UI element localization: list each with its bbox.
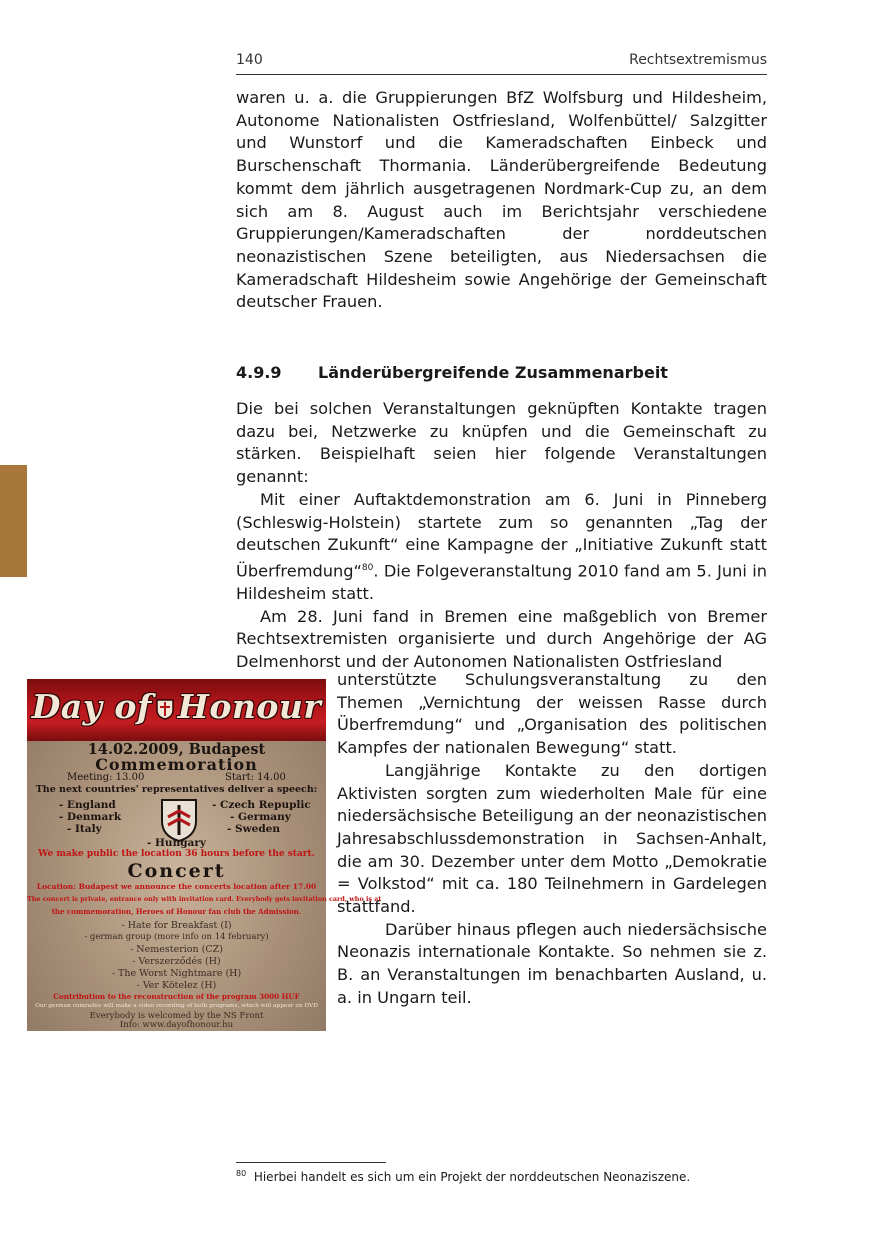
poster-country: - Germany	[230, 811, 291, 823]
poster-band: - The Worst Nightmare (H)	[111, 968, 242, 979]
poster-side-text	[337, 669, 767, 1010]
poster-contribution: Contribution to the reconstruction of the program 3000 HUF	[53, 992, 300, 1001]
page-header	[236, 52, 767, 75]
footnote-number: 80	[236, 1169, 247, 1178]
section-body	[236, 398, 767, 674]
poster-next-countries: The next countries' representatives deliver a speech:	[35, 784, 318, 795]
poster-title-left: Day of	[31, 687, 152, 726]
page-number: 140	[236, 52, 263, 68]
crest-icon	[155, 698, 175, 720]
paragraph-3-text-b: . Die Folgeveranstaltung 2010 fand am 5. Juni in Hildesheim statt.	[236, 561, 767, 604]
paragraph-3	[236, 489, 767, 606]
poster-country: - Italy	[67, 823, 102, 835]
footnote-rule	[236, 1162, 386, 1163]
poster-concert: Concert	[127, 860, 226, 882]
footnote	[236, 1166, 767, 1185]
poster-meeting: Meeting: 13.00	[67, 772, 145, 783]
poster-title-right: Honour	[177, 687, 322, 726]
poster-country: - England	[59, 799, 116, 811]
poster-country-center: - Hungary	[147, 837, 206, 849]
running-title: Rechtsextremismus	[629, 52, 767, 68]
paragraph-4-continued: unterstützte Schulungsveranstaltung zu den Themen „Vernichtung der weissen Rasse durch Überfremdung“ und „Organisation des politischen Kampfes der nationalen Bewegung“ statt.	[337, 670, 767, 758]
poster-publish-notice: We make public the location 36 hours before the start.	[38, 849, 315, 859]
poster-country: - Denmark	[59, 811, 122, 823]
poster-private-line: the commemoration, Heroes of Honour fan club the Admission.	[51, 907, 302, 916]
section-heading	[236, 362, 767, 384]
poster-date: 14.02.2009, Budapest	[87, 741, 266, 758]
poster-band: - Nemesterion (CZ)	[130, 944, 223, 955]
day-of-honour-poster	[27, 679, 382, 1031]
poster-dvd-line: Our german comrades will make a video recording of both programs, which will appear on DVD	[35, 1003, 318, 1009]
poster-private-line: The concert is private, entrance only with invitation card. Everybody gets invitation card, who is at	[27, 895, 382, 903]
poster-band: - german group (more info on 14 february)	[84, 932, 269, 942]
section-number: 4.9.9	[236, 363, 282, 382]
paragraph-2: Die bei solchen Veranstaltungen geknüpften Kontakte tragen dazu bei, Netzwerke zu knüpfen und die Gemeinschaft zu stärken. Beispielhaft seien hier folgende Veranstaltungen genannt:	[236, 399, 767, 487]
poster-location-line: Location: Budapest we announce the concerts location after 17.00	[36, 882, 317, 891]
paragraph-1: waren u. a. die Gruppierungen BfZ Wolfsburg und Hildesheim, Autonome Nationalisten Ostfriesland, Wolfenbüttel/ Salzgitter und Wunstorf und die Kameradschaften Einbeck und Burschenschaft Thormania. Länderübergreifende Bedeutung kommt dem jährlich ausgetragenen Nordmark-Cup zu, an dem sich am 8. August auch im Berichtsjahr verschiedene Gruppierungen/Kameradschaften der norddeutschen neonazistischen Szene beteiligten, aus Niedersachsen die Kameradschaft Hildesheim sowie Angehörige der Gemeinschaft deutscher Frauen.	[236, 88, 767, 312]
poster-band: - Verszerződés (H)	[132, 956, 221, 967]
paragraph-3-text-a: Mit einer Auftaktdemonstration am 6. Juni in Pinneberg (Schleswig-Holstein) startete zum so genannten „Tag der deutschen Zukunft“ eine Kampagne der „Initiative Zukunft statt Überfremdung“	[236, 489, 767, 581]
footnote-reference: 80	[361, 562, 374, 573]
section-title: Länderübergreifende Zusammenarbeit	[318, 363, 668, 382]
poster-title	[27, 687, 326, 726]
poster-band: - Ver Kötelez (H)	[136, 980, 217, 991]
poster-band: - Hate for Breakfast (I)	[121, 920, 232, 931]
footnote-text: Hierbei handelt es sich um ein Projekt der norddeutschen Neonaziszene.	[253, 1170, 691, 1184]
poster-info: Info: www.dayofhonour.hu	[119, 1020, 234, 1030]
poster-country: - Czech Repuplic	[212, 799, 311, 811]
intro-paragraph-block	[236, 87, 767, 314]
paragraph-5: Langjährige Kontakte zu den dortigen Aktivisten sorgten zum wiederholten Male für eine niedersächsische Beteiligung an der neonazistischen Jahresabschlussdemonstration in Sachsen-Anhalt, die am 30. Dezember unter dem Motto „Demokratie = Volkstod“ mit ca. 180 Teilnehmern in Gardelegen stattfand.	[337, 760, 767, 917]
chapter-tab-marker	[0, 465, 27, 577]
paragraph-4: Am 28. Juni fand in Bremen eine maßgeblich von Bremer Rechtsextremisten organisierte und durch Angehörige der AG Delmenhorst und der Autonomen Nationalisten Ostfriesland	[236, 606, 767, 672]
paragraph-6: Darüber hinaus pflegen auch niedersächsische Neonazis internationale Kontakte. So nehmen sie z. B. an Veranstaltungen im benachbarten Ausland, u. a. in Ungarn teil.	[337, 919, 767, 1007]
poster-start: Start: 14.00	[225, 772, 286, 783]
poster-country: - Sweden	[227, 823, 280, 835]
poster-welcome: Everybody is welcomed by the NS Front	[89, 1011, 264, 1021]
poster-commemoration: Commemoration	[95, 755, 258, 774]
